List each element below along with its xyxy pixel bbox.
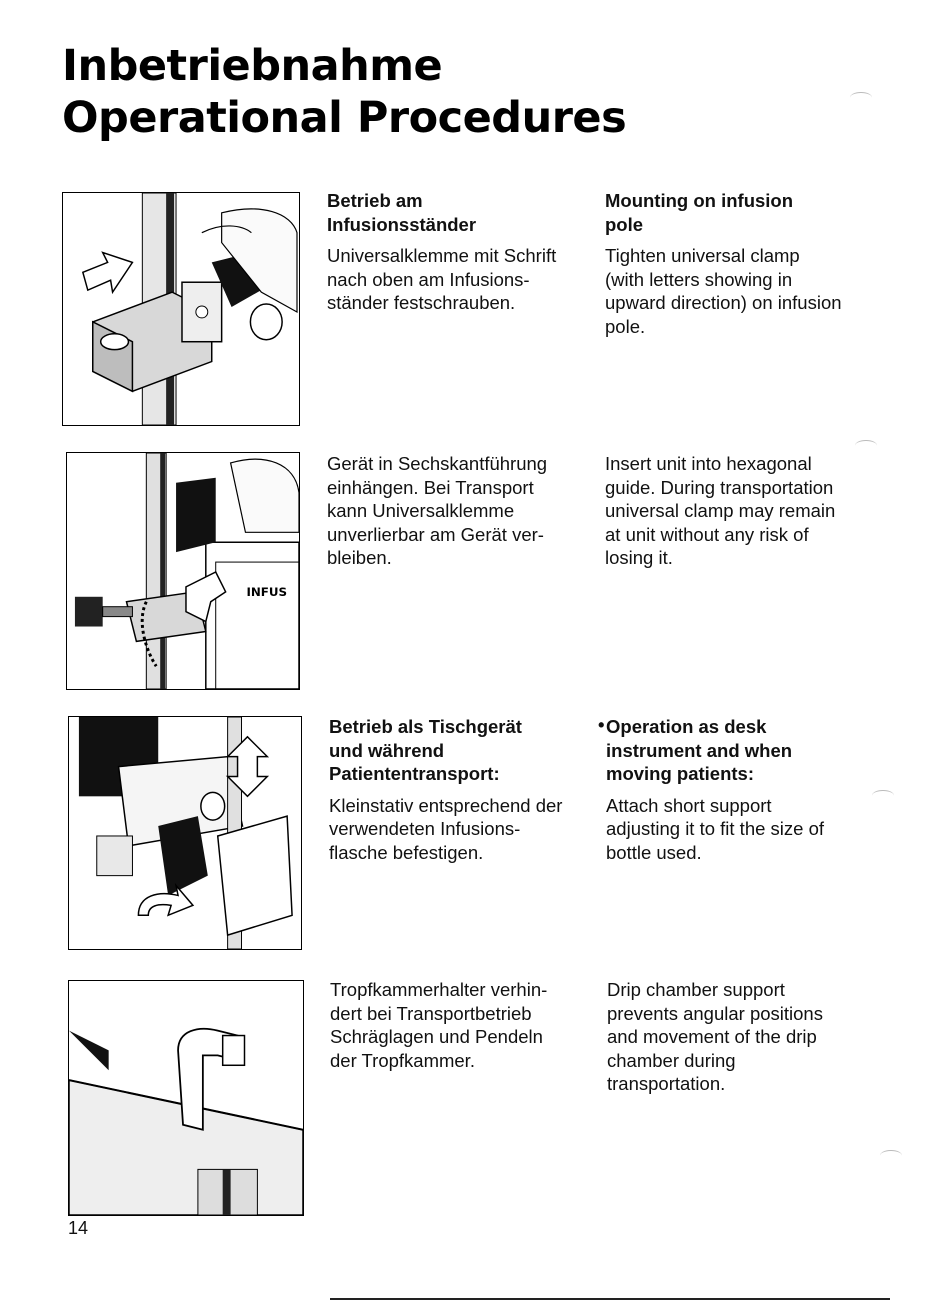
hexagonal-guide-illustration [67, 453, 299, 689]
section-2-english-text: Insert unit into hexagonal guide. During transportation universal clamp may remain at unit without any risk of losing it. [605, 453, 836, 568]
scan-mark [855, 440, 877, 451]
title-german: Inbetriebnahme [62, 41, 443, 91]
section-1-english [605, 189, 885, 338]
figure-hexagonal-guide [66, 452, 300, 690]
section-4-english-text: Drip chamber support prevents angular positions and movement of the drip chamber during transportation. [607, 979, 823, 1094]
scan-mark [850, 92, 872, 103]
title-english: Operational Procedures [62, 93, 627, 143]
section-4-german [330, 978, 595, 1072]
section-1-german-heading: Betrieb am Infusionsständer [327, 190, 477, 235]
drip-chamber-support-illustration [69, 981, 303, 1215]
section-3-english-heading: • Operation as desk instrument and when moving patients: [598, 714, 793, 784]
figure-clamp-on-pole [62, 192, 300, 426]
bullet-mark: • [598, 714, 605, 735]
section-3-english-text: Attach short support adjusting it to fit the size of bottle used. [606, 794, 825, 863]
section-2-german-text: Gerät in Sechskantführung einhängen. Bei Transport kann Universalklemme unverlierbar am Gerät ver- bleiben. [327, 453, 548, 568]
section-4-german-text: Tropfkammerhalter verhin- dert bei Transportbetrieb Schräglagen und Pendeln der Tropfkammer. [330, 979, 548, 1071]
section-2-german [327, 452, 592, 570]
clamp-on-pole-illustration [63, 193, 299, 425]
section-1-english-text: Tighten universal clamp (with letters showing in upward direction) on infusion pole. [605, 245, 842, 337]
scan-mark [872, 790, 894, 801]
infus-label: INFUS [246, 584, 288, 599]
scan-mark [880, 1150, 902, 1161]
section-3-german [329, 715, 594, 864]
section-3-english [598, 714, 886, 864]
section-3-german-text: Kleinstativ entsprechend der verwendeten Infusions- flasche befestigen. [329, 794, 563, 863]
arrow-icon [83, 252, 133, 292]
page-number: 14 [68, 1218, 89, 1238]
bottom-rule [330, 1298, 890, 1300]
section-1-german-text: Universalklemme mit Schrift nach oben am Infusions- ständer festschrauben. [327, 245, 557, 313]
section-2-english [605, 452, 885, 570]
figure-drip-chamber-support [68, 980, 304, 1216]
figure-desk-instrument [68, 716, 302, 950]
rotate-arrow-icon [138, 886, 193, 916]
section-3-german-heading: Betrieb als Tischgerät und während Patiententransport: [329, 716, 522, 784]
desk-instrument-illustration [69, 717, 301, 949]
section-1-german [327, 189, 592, 315]
section-4-english [607, 978, 887, 1096]
section-1-english-heading: Mounting on infusion pole [605, 190, 794, 235]
page-title [62, 40, 626, 144]
